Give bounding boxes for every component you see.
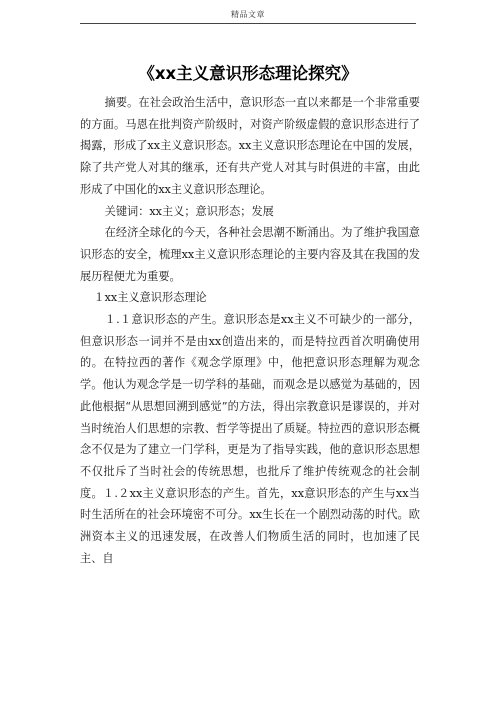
document-title: 《xx主义意识形态理论探究》: [138, 64, 358, 83]
header-divider: [80, 23, 416, 24]
abstract-paragraph: 摘要。在社会政治生活中，意识形态一直以来都是一个非常重要的方面。马恩在批判资产阶级时，对资产阶级虚假的意识形态进行了揭露，形成了xx主义意识形态。xx主义意识形态理论在中国的发展，除了共产党人对其的继承，还有共产党人对其与时俱进的丰富，由此形成了中国化的xx主义意识形态理论。: [80, 96, 420, 196]
intro-paragraph: 在经济全球化的今天，各种社会思潮不断涌出。为了维护我国意识形态的安全，梳理xx主义意识形态理论的主要内容及其在我国的发展历程便尤为重要。: [80, 226, 420, 283]
keywords-paragraph: 关键词：xx主义；意识形态；发展: [104, 204, 274, 218]
section-heading-1: １xx主义意识形态理论: [93, 291, 207, 305]
section-1-paragraph: １.１意识形态的产生。意识形态是xx主义不可缺少的一部分，但意识形态一词并不是由xx创造出来的，而是特拉西首次明确使用的。在特拉西的著作《观念学原理》中，他把意识形态理解为观念学。他认为观念学是一切学科的基础，而观念是以感觉为基础的，因此他根据“从思想回溯到感觉”的方法，得出宗教意识是谬误的，并对当时统治人们思想的宗教、哲学等提出了质疑。特拉西的意识形态概念不仅是为了建立一门学科，更是为了指导实践，他的意识形态思想不仅批斥了当时社会的传统思想，也批斥了维护传统观念的社会制度。１.２xx主义意识形态的产生。首先，xx意识形态的产生与xx当时生活所在的社会环境密不可分。xx生长在一个剧烈动荡的时代。欧洲资本主义的迅速发展，在改善人们物质生活的同时，也加速了民主、自: [80, 313, 420, 565]
document-body: [80, 92, 420, 569]
page-header-label: 精品文章: [231, 10, 265, 19]
